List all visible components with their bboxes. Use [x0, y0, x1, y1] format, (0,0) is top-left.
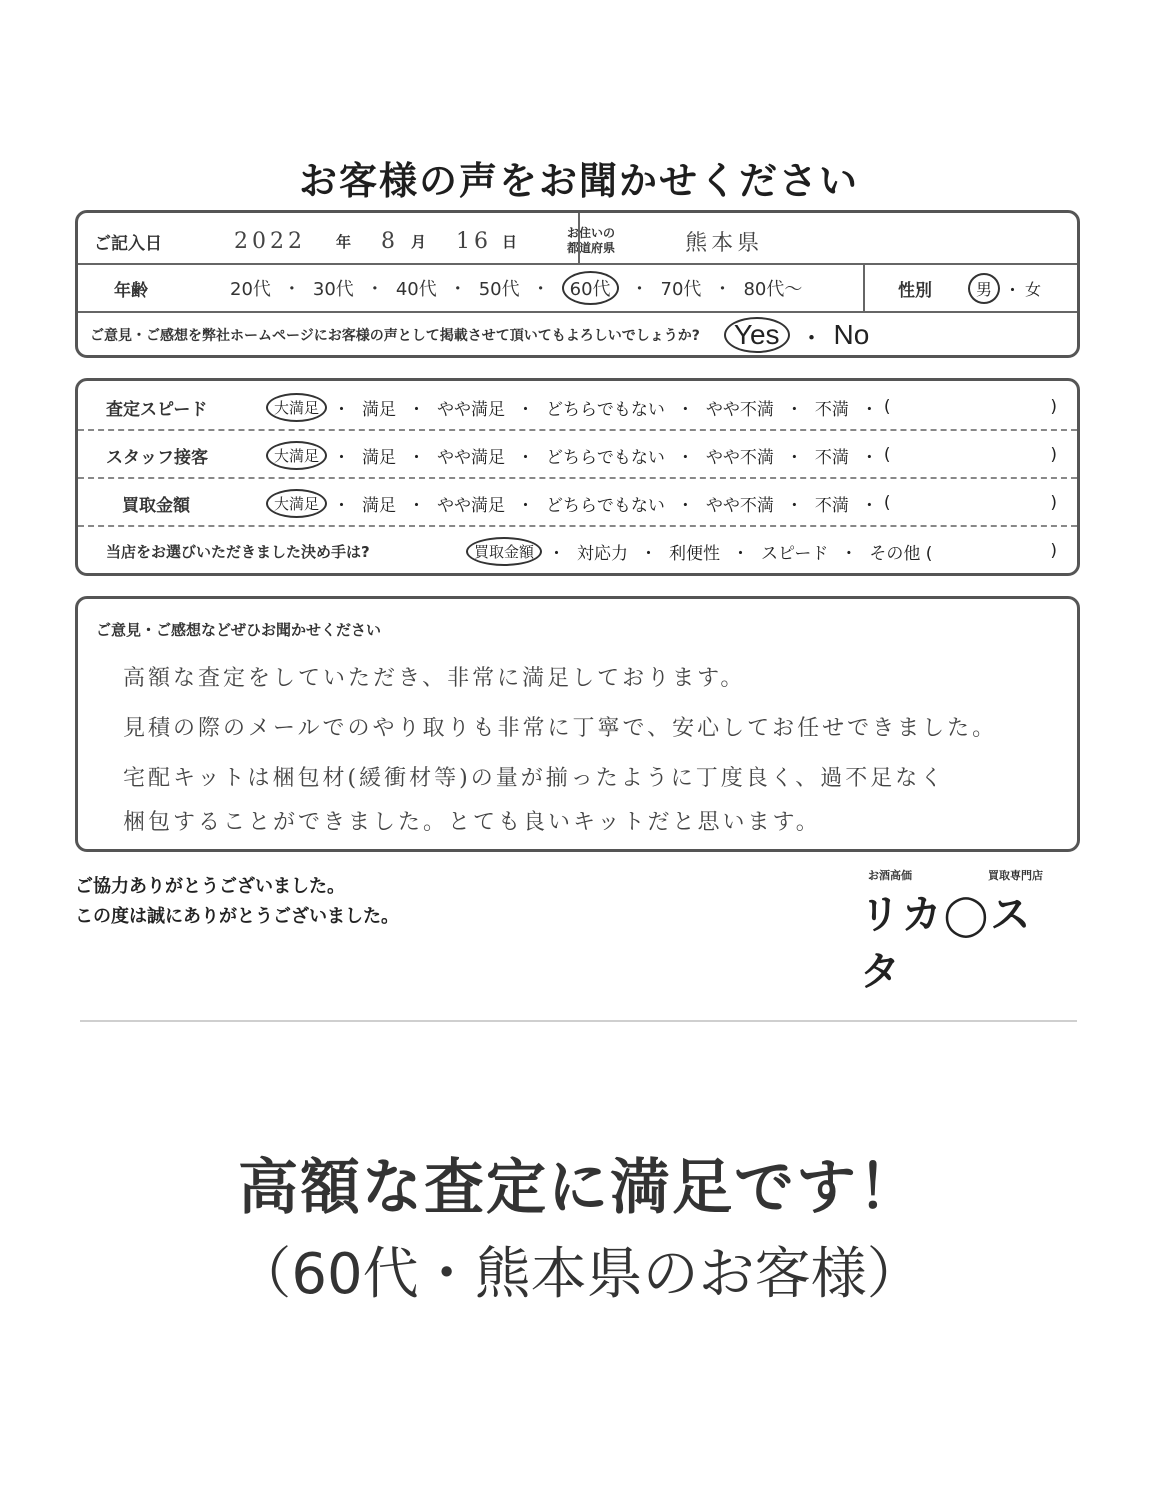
rating-option: 満足: [362, 495, 397, 516]
consent-question: ご意見・ご感想を弊社ホームページにお客様の声として掲載させて頂いてもよろしいでしょうか?: [90, 328, 700, 344]
rating-other-close: ): [1050, 493, 1057, 513]
rating-label-price: 買取金額: [122, 495, 190, 516]
rating-row-price: 買取金額 大満足 ・ 満足 ・ やや満足 ・ どちらでもない ・ やや不満 ・ 不満 ・ ( ): [78, 483, 1077, 523]
prefecture-label-line2: 都道府県: [567, 241, 616, 255]
form-title: お客様の声をお聞かせください: [298, 159, 859, 203]
gender-group: 性別 男 ・ 女: [878, 268, 1041, 308]
reason-option: 利便性: [669, 543, 721, 564]
rating-price-selected: 大満足: [266, 489, 327, 518]
day-unit: 日: [502, 232, 518, 251]
rating-option: どちらでもない: [546, 447, 665, 468]
comments-box: [75, 596, 1080, 852]
rating-other-close: ): [1050, 397, 1057, 417]
consent-no: No: [833, 319, 870, 350]
consent-yes-selected: Yes: [724, 317, 790, 353]
consent-row: ご意見・ご感想を弊社ホームページにお客様の声として掲載させて頂いてもよろしいでしょうか? Yes ・ No: [90, 319, 870, 352]
rating-option: 不満: [814, 495, 849, 516]
thanks-line-2: この度は誠にありがとうございました。: [75, 906, 399, 927]
reason-option: その他 (: [869, 543, 933, 564]
rating-other-open: (: [883, 397, 891, 417]
rating-option: やや不満: [705, 447, 774, 468]
comment-line: 高額な査定をしていただき、非常に満足しております。: [123, 666, 746, 691]
rating-row-speed: 査定スピード 大満足 ・ 満足 ・ やや満足 ・ どちらでもない ・ やや不満 ・ 不満 ・ ( ): [78, 387, 1077, 427]
rating-option: やや不満: [705, 399, 774, 420]
rating-option: やや不満: [705, 495, 774, 516]
prefecture-label: [567, 226, 615, 256]
prefecture-label-line1: お住いの: [567, 226, 616, 240]
prefecture-value: 熊本県: [685, 230, 764, 256]
brand-logo: [860, 865, 1070, 995]
month-value: 8: [381, 228, 400, 254]
comment-line: 見積の際のメールでのやり取りも非常に丁寧で、安心してお任せできました。: [123, 716, 998, 741]
logo-small-right: 買取専門店: [988, 869, 1043, 882]
rating-speed-selected: 大満足: [266, 393, 327, 422]
age-option-20: 20代: [230, 279, 271, 300]
rating-divider: [78, 429, 1077, 431]
logo-text: リカ◯スタ: [860, 892, 1033, 995]
reason-selected: 買取金額: [466, 537, 542, 566]
reason-close: ): [1050, 541, 1057, 561]
info-box: [75, 210, 1080, 358]
year-value: 2022: [234, 228, 306, 254]
age-label: 年齢: [114, 280, 148, 301]
age-option-80: 80代〜: [743, 279, 803, 300]
entry-date-label: ご記入日: [94, 233, 162, 254]
rating-option: やや満足: [437, 447, 506, 468]
rating-other-open: (: [883, 445, 891, 465]
reason-row: 当店をお選びいただきました決め手は? 買取金額 ・ 対応力 ・ 利便性 ・ スピード ・ その他 ( ): [78, 531, 1077, 571]
rating-option: やや満足: [437, 495, 506, 516]
rating-divider: [78, 477, 1077, 479]
comments-label: ご意見・ご感想などぜひお聞かせください: [96, 621, 382, 639]
gender-divider: [863, 263, 865, 311]
section-divider: [80, 1020, 1077, 1022]
logo-small-left: お酒高価: [868, 869, 912, 882]
thanks-line-1: ご協力ありがとうございました。: [75, 876, 345, 897]
reason-option: スピード: [761, 543, 829, 564]
rating-label-staff: スタッフ接客: [106, 447, 208, 468]
age-option-70: 70代: [660, 279, 702, 300]
month-unit: 月: [411, 232, 427, 251]
date-divider: [578, 213, 580, 263]
reason-option: 対応力: [577, 543, 629, 564]
rating-option: 満足: [362, 399, 397, 420]
age-option-60-selected: 60代: [562, 271, 619, 305]
rating-staff-selected: 大満足: [266, 441, 327, 470]
rating-other-close: ): [1050, 445, 1057, 465]
gender-male-selected: 男: [968, 273, 1000, 304]
rating-row-staff: スタッフ接客 大満足 ・ 満足 ・ やや満足 ・ どちらでもない ・ やや不満 ・ 不満 ・ ( ): [78, 435, 1077, 475]
comment-line: 宅配キットは梱包材(緩衝材等)の量が揃ったように丁度良く、過不足なく: [123, 766, 946, 791]
headline: 高額な査定に満足です！: [238, 1153, 920, 1223]
rating-option: 不満: [814, 399, 849, 420]
rating-option: どちらでもない: [546, 399, 665, 420]
age-options: 20代 ・ 30代 ・ 40代 ・ 50代 ・ 60代 ・ 70代 ・ 80代〜: [224, 271, 808, 305]
rating-option: やや満足: [437, 399, 506, 420]
ratings-box: [75, 378, 1080, 576]
row-divider-1: [78, 263, 1077, 265]
age-option-30: 30代: [312, 279, 354, 300]
subline: （60代・熊本県のお客様）: [235, 1242, 923, 1307]
gender-female: 女: [1025, 279, 1042, 299]
comment-line: 梱包することができました。とても良いキットだと思います。: [123, 810, 821, 835]
rating-label-speed: 査定スピード: [106, 399, 208, 420]
row-divider-2: [78, 311, 1077, 313]
rating-option: 不満: [814, 447, 849, 468]
year-unit: 年: [336, 232, 352, 251]
rating-other-open: (: [883, 493, 891, 513]
rating-option: 満足: [362, 447, 397, 468]
gender-label: 性別: [898, 280, 932, 301]
age-option-40: 40代: [395, 279, 437, 300]
day-value: 16: [456, 228, 493, 254]
rating-option: どちらでもない: [546, 495, 665, 516]
age-option-50: 50代: [478, 279, 520, 300]
rating-divider: [78, 525, 1077, 527]
reason-label: 当店をお選びいただきました決め手は?: [106, 542, 370, 561]
